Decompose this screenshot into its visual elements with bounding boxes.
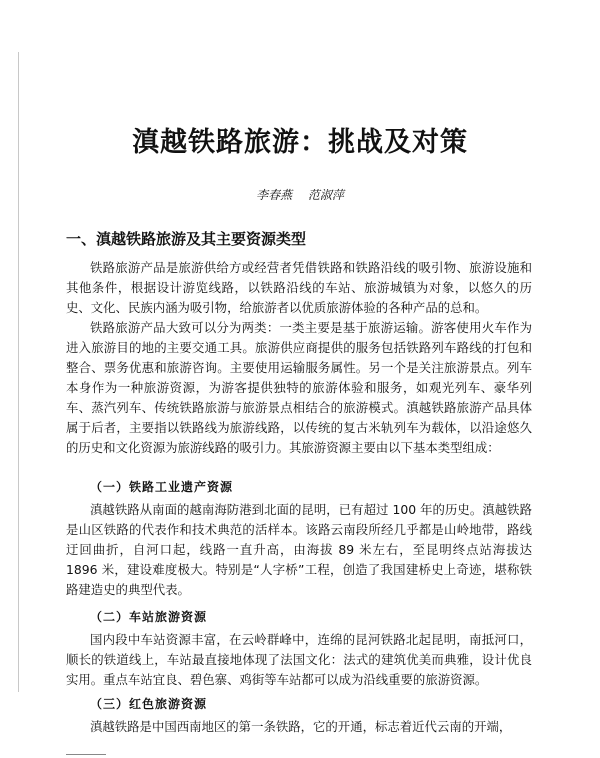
author-name: 范淑萍 [307,188,344,202]
subsection-heading: （一）铁路工业遗产资源 [90,480,234,494]
subsection-heading: （三）红色旅游资源 [90,697,208,711]
section-heading: 一、滇越铁路旅游及其主要资源类型 [66,230,307,248]
subsection-body [66,717,532,737]
subsection-body [66,630,532,690]
page-number-rule [66,740,106,755]
paragraph: 滇越铁路是中国西南地区的第一条铁路，它的开通，标志着近代云南的开端， [90,719,512,734]
paragraph: 铁路旅游产品大致可以分为两类：一类主要是基于旅游运输。游客使用火车作为进入旅游目的地的主要交通工具。旅游供应商提供的服务包括铁路列车路线的打包和整合、票务优惠和旅游咨询。主要使用运输服务属性。另一个是关注旅游景点。列车本身作为一种旅游资源，为游客提供独特的旅游体验和服务，如观光列车、豪华列车、蒸汽列车、传统铁路旅游与旅游景点相结合的旅游模式。滇越铁路旅游产品具体属于后者，主要指以铁路线为旅游线路，以传统的复古米轨列车为载体，以沿途悠久的历史和文化资源为旅游线路的吸引力。其旅游资源主要由以下基本类型组成： [66,320,532,455]
paragraph: 国内段中车站资源丰富，在云岭群峰中，连绵的昆河铁路北起昆明，南抵河口，顺长的铁道线上，车站最直接地体现了法国文化：法式的建筑优美而典雅，设计优良实用。重点车站宜良、碧色寨、鸡街等车站都可以成为沿线重要的旅游资源。 [66,632,532,687]
section-body [66,258,532,458]
subsection-body [66,500,532,600]
paragraph: 铁路旅游产品是旅游供给方或经营者凭借铁路和铁路沿线的吸引物、旅游设施和其他条件，根据设计游览线路，以铁路沿线的车站、旅游城镇为对象，以悠久的历史、文化、民族内涵为吸引物，给旅游者以优质旅游体验的各种产品的总和。 [66,260,532,315]
subsection-heading: （二）车站旅游资源 [90,610,208,624]
author-line [0,186,600,203]
paper-title: 滇越铁路旅游：挑战及对策 [132,127,468,158]
author-name: 李春燕 [256,188,293,202]
paragraph: 滇越铁路从南面的越南海防港到北面的昆明，已有超过 100 年的历史。滇越铁路是山区铁路的代表作和技术典范的活样本。该路云南段所经几乎都是山岭地带，路线迂回曲折，自河口起，线路一直升高，由海拔 89 米左右，至昆明终点站海拔达 1896 米，建设难度极大。特别是“人字桥”工程，创造了我国建桥史上奇迹，堪称铁路建造史的典型代表。 [66,502,532,597]
